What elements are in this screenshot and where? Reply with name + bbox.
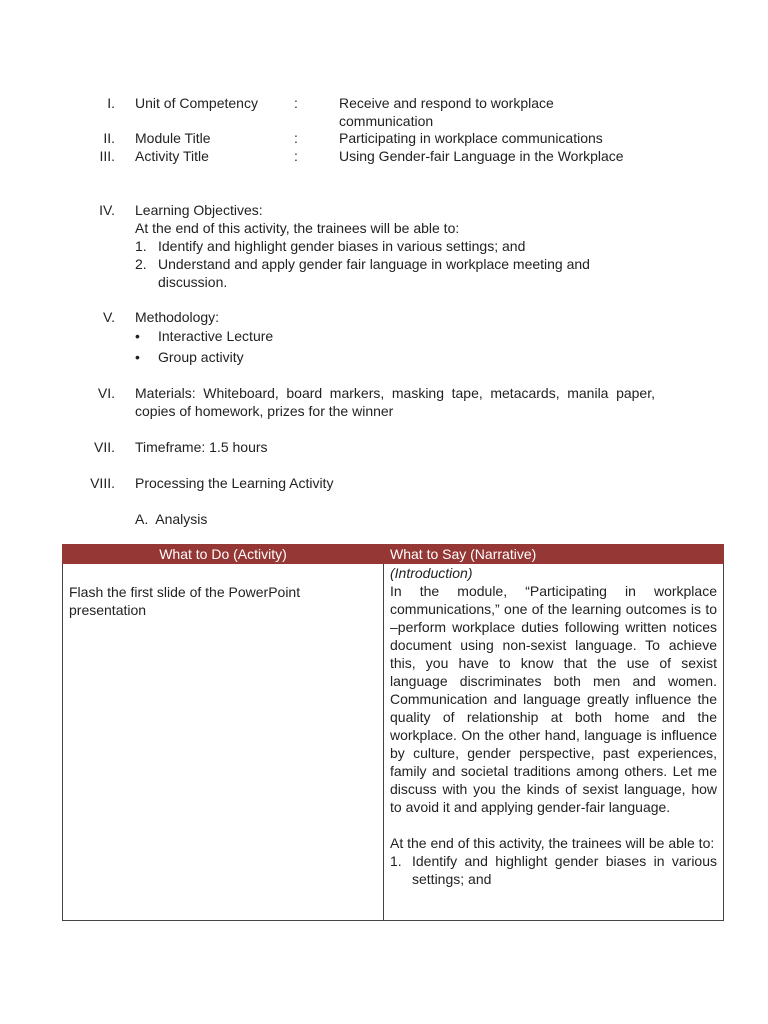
list-marker: 1. [135,238,147,254]
field-value: Participating in workplace communications [339,130,603,146]
section-number: VIII. [90,475,115,491]
methodology-section [0,308,768,368]
list-marker: 2. [135,256,147,272]
timeframe-text: Timeframe: 1.5 hours [135,439,268,455]
section-number: II. [103,130,115,146]
materials-text: Materials: Whiteboard, board markers, masking tape, metacards, manila paper, copies of homework, prizes for the winner [135,385,655,419]
section-number: VI. [97,385,115,401]
timeframe-section [0,438,768,456]
learning-objectives-section [0,201,768,291]
list-text: Identify and highlight gender biases in various settings; and [412,853,717,887]
field-label: Module Title [135,130,211,146]
list-text: Group activity [158,349,244,365]
unit-of-competency-row [0,94,768,130]
materials-section [0,384,768,420]
objectives-intro: At the end of this activity, the trainees will be able to: [135,220,460,236]
bullet-icon: • [135,349,140,365]
table-header-row [63,545,724,564]
section-number: IV. [99,202,115,218]
field-value: Using Gender-fair Language in the Workplace [339,148,624,164]
module-title-row [0,129,768,147]
narrative-paragraph: At the end of this activity, the trainees will be able to: [390,835,715,851]
field-colon: : [294,95,298,111]
list-item [390,852,717,888]
narrative-paragraph: In the module, “Participating in workplace communications,” one of the learning outcomes is to –perform workplace duties following written notices document using non-sexist language. To achieve this, you have to know that the use of sexist language discriminates both men and women. Communication and language greatly influence the quality of relationship at both home and the workplace. On the other hand, language is influence by culture, gender perspective, past experiences, family and societal traditions among others. Let me discuss with you the kinds of sexist language, how to avoid it and applying gender-fair language. [390,583,717,815]
processing-text: Processing the Learning Activity [135,475,334,491]
table-row [63,564,724,921]
field-colon: : [294,148,298,164]
activity-table [62,544,724,921]
section-number: I. [107,95,115,111]
narrative-intro: (Introduction) [390,565,473,581]
list-marker: 1. [390,853,402,869]
field-value: Receive and respond to workplace communication [339,95,554,129]
column-header-narrative: What to Say (Narrative) [384,545,724,564]
list-text: Understand and apply gender fair language in workplace meeting and discussion. [158,256,590,290]
analysis-subheading [0,510,768,528]
column-header-activity: What to Do (Activity) [63,545,384,564]
activity-title-row [0,147,768,165]
section-heading: Methodology: [135,309,220,325]
section-number: V. [103,309,115,325]
processing-section [0,474,768,492]
section-number: VII. [93,439,115,455]
list-text: Identify and highlight gender biases in various settings; and [158,238,526,254]
bullet-icon: • [135,328,140,344]
analysis-label: A. Analysis [135,511,208,527]
narrative-cell [384,564,724,921]
section-heading: Learning Objectives: [135,202,263,218]
field-colon: : [294,130,298,146]
paragraph-spacer [390,816,717,834]
field-label: Activity Title [135,148,209,164]
field-label: Unit of Competency [135,95,258,111]
section-number: III. [99,148,115,164]
activity-cell: Flash the first slide of the PowerPoint presentation [63,564,384,921]
list-text: Interactive Lecture [158,328,274,344]
